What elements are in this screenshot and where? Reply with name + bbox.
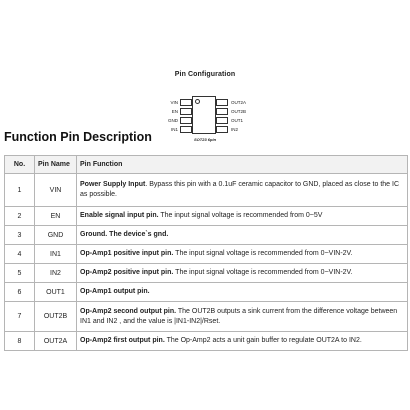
package-caption: SOT23 6pin [194,137,217,142]
row-pin-name: IN1 [35,245,77,264]
row-pin-function [77,226,408,245]
table-row [5,245,408,264]
pin-lead-right-3 [216,117,228,124]
function-text: The Op-Amp2 acts a unit gain buffer to regulate OUT2A to IN2. [164,337,362,344]
function-text: . Bypass this pin with a 0.1uF ceramic capacitor to GND, placed as close to the IC as possible. [80,181,400,198]
table-header-row [5,156,408,174]
table-row [5,302,408,332]
chip-body [192,96,216,134]
table-row [5,226,408,245]
function-bold-text: Op-Amp1 positive input pin. [80,250,174,257]
pin-lead-left-4 [180,126,192,133]
row-pin-function [77,332,408,351]
pin-lead-left-3 [180,117,192,124]
row-no: 4 [5,245,35,264]
table-row [5,207,408,226]
row-no: 7 [5,302,35,332]
function-bold-text: Power Supply Input [80,181,146,188]
row-no: 5 [5,264,35,283]
row-no: 6 [5,283,35,302]
pin-label-in2: IN2 [231,127,239,132]
pin1-marker-icon [195,99,200,104]
row-no: 8 [5,332,35,351]
function-text: The input signal voltage is recommended from 0~5V [158,212,323,219]
row-pin-function [77,174,408,207]
row-pin-name: EN [35,207,77,226]
pin-label-en: EN [171,109,178,114]
pin-label-out2b: OUT2B [231,109,247,114]
row-pin-name: OUT2B [35,302,77,332]
row-pin-name: IN2 [35,264,77,283]
row-pin-name: OUT1 [35,283,77,302]
pin-lead-left-2 [180,108,192,115]
function-bold-text: Op-Amp2 positive input pin. [80,269,174,276]
function-text: The input signal voltage is recommended from 0~VIN-2V. [173,250,353,257]
row-no: 3 [5,226,35,245]
pin-configuration-title: Pin Configuration [174,71,236,78]
row-no: 1 [5,174,35,207]
function-bold-text: Ground. The device`s gnd. [80,231,169,238]
function-bold-text: Op-Amp2 first output pin. [80,337,165,344]
table-row [5,174,408,207]
table-row [5,332,408,351]
pin-lead-right-1 [216,99,228,106]
pin-lead-right-4 [216,126,228,133]
function-pin-table [4,155,408,351]
table-row [5,264,408,283]
row-no: 2 [5,207,35,226]
pin-lead-right-2 [216,108,228,115]
function-bold-text: Op-Amp1 output pin. [80,288,150,295]
function-bold-text: Op-Amp2 second output pin. [80,307,177,315]
row-pin-name: VIN [35,174,77,207]
pin-lead-left-1 [180,99,192,106]
row-pin-function [77,207,408,226]
function-pin-description-title: Function Pin Description [4,130,152,144]
function-text: The OUT2B outputs a sink current from the difference voltage between IN1 and IN2 , and the value is |IN1-IN2|/Rset. [80,307,398,325]
row-pin-function [77,245,408,264]
pin-label-out1: OUT1 [231,118,244,123]
sot23-package-diagram [150,96,260,146]
function-bold-text: Enable signal input pin. [80,212,159,219]
pin-label-in1: IN1 [170,127,178,132]
header-no: No. [5,156,35,174]
pin-label-out2a: OUT2A [231,100,247,105]
table-row [5,283,408,302]
row-pin-function [77,302,408,332]
row-pin-name: OUT2A [35,332,77,351]
header-pin-name: Pin Name [35,156,77,174]
row-pin-function [77,264,408,283]
header-pin-function: Pin Function [77,156,408,174]
row-pin-function [77,283,408,302]
function-text: The input signal voltage is recommended from 0~VIN-2V. [173,269,353,276]
pin-label-vin: VIN [170,100,178,105]
pin-label-gnd: GND [168,118,178,123]
row-pin-name: GND [35,226,77,245]
